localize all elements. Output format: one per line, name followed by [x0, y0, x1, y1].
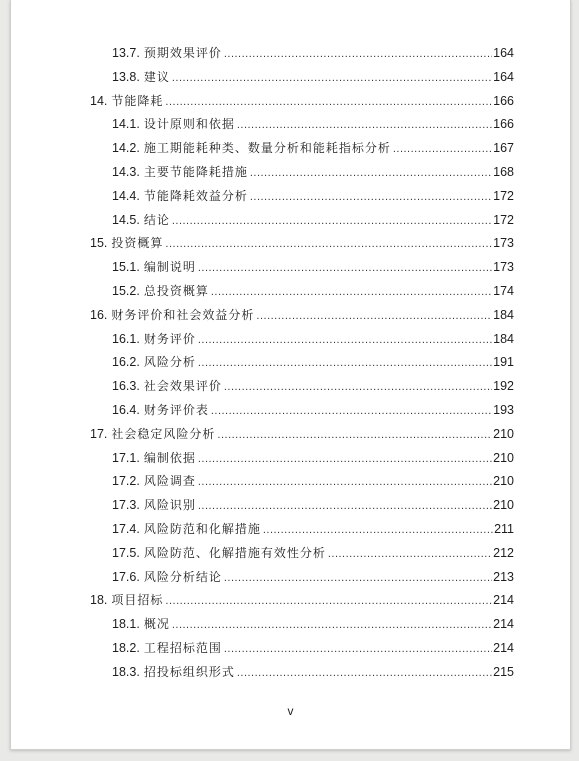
- entry-title: 预期效果评价: [143, 46, 222, 60]
- toc-section-entry[interactable]: [90, 137, 514, 161]
- toc-section-entry[interactable]: [90, 661, 514, 685]
- entry-number: 15.: [90, 236, 108, 251]
- entry-number: 14.5.: [112, 212, 140, 227]
- dot-leader: [211, 281, 492, 305]
- toc-section-entry[interactable]: [90, 542, 514, 566]
- entry-page-number: 214: [493, 593, 514, 608]
- entry-title: 风险识别: [143, 498, 196, 513]
- toc-section-entry[interactable]: [90, 113, 514, 137]
- dot-leader: [224, 43, 492, 67]
- entry-title: 风险防范、化解措施有效性分析: [143, 545, 326, 560]
- entry-page-number: 173: [493, 236, 514, 251]
- entry-title: 节能降耗: [111, 93, 164, 108]
- entry-number: 16.4.: [112, 402, 140, 417]
- entry-title: 主要节能降耗措施: [143, 164, 248, 179]
- toc-section-entry[interactable]: [90, 399, 514, 423]
- entry-page-number: 167: [493, 141, 514, 156]
- dot-leader: [224, 567, 492, 591]
- entry-number: 18.3.: [112, 664, 140, 679]
- entry-title: 社会稳定风险分析: [111, 426, 216, 441]
- entry-number: 14.: [90, 93, 108, 108]
- toc-section-entry[interactable]: [90, 256, 514, 280]
- dot-leader: [393, 138, 492, 162]
- toc-section-entry[interactable]: [90, 518, 514, 542]
- toc-section-entry[interactable]: [90, 209, 514, 233]
- entry-number: 18.1.: [112, 617, 140, 632]
- entry-title: 总投资概算: [143, 283, 209, 298]
- dot-leader: [165, 91, 492, 115]
- entry-number: 16.2.: [112, 355, 140, 370]
- entry-title: 招投标组织形式: [143, 664, 235, 679]
- toc-section-entry[interactable]: [90, 613, 514, 637]
- entry-number: 16.3.: [112, 379, 140, 394]
- entry-number: 17.2.: [112, 474, 140, 489]
- entry-title: 设计原则和依据: [143, 117, 235, 132]
- toc-section-entry[interactable]: [90, 66, 514, 90]
- toc-section-entry[interactable]: [90, 447, 514, 471]
- entry-page-number: 184: [493, 307, 514, 322]
- dot-leader: [328, 543, 492, 567]
- dot-leader: [165, 590, 492, 614]
- dot-leader: [256, 305, 492, 329]
- entry-title: 工程招标范围: [143, 640, 222, 655]
- dot-leader: [224, 376, 492, 400]
- entry-title: 建议: [143, 69, 170, 84]
- entry-number: 15.2.: [112, 283, 140, 298]
- entry-page-number: 184: [493, 331, 514, 346]
- entry-title: 结论: [143, 212, 170, 227]
- toc-chapter-entry[interactable]: [90, 589, 514, 613]
- toc-section-entry[interactable]: [90, 637, 514, 661]
- entry-page-number: 210: [493, 450, 514, 465]
- entry-number: 17.: [90, 426, 108, 441]
- dot-leader: [198, 495, 492, 519]
- dot-leader: [217, 424, 492, 448]
- toc-section-entry[interactable]: [90, 375, 514, 399]
- entry-page-number: 213: [493, 569, 514, 584]
- toc-section-entry[interactable]: [90, 185, 514, 209]
- entry-page-number: 168: [493, 164, 514, 179]
- entry-page-number: 211: [494, 521, 514, 536]
- entry-page-number: 210: [493, 474, 514, 489]
- entry-page-number: 172: [493, 188, 514, 203]
- entry-number: 17.6.: [112, 569, 140, 584]
- entry-page-number: 164: [493, 69, 514, 84]
- entry-page-number: 164: [493, 46, 514, 60]
- dot-leader: [224, 638, 492, 662]
- dot-leader: [198, 329, 492, 353]
- dot-leader: [211, 400, 492, 424]
- entry-number: 13.7.: [112, 46, 140, 60]
- entry-page-number: 212: [493, 545, 514, 560]
- entry-title: 投资概算: [111, 236, 164, 251]
- toc-chapter-entry[interactable]: [90, 90, 514, 114]
- entry-number: 18.2.: [112, 640, 140, 655]
- entry-title: 施工期能耗种类、数量分析和能耗指标分析: [143, 141, 391, 156]
- toc-section-entry[interactable]: [90, 161, 514, 185]
- entry-title: 风险分析结论: [143, 569, 222, 584]
- toc-section-entry[interactable]: [90, 494, 514, 518]
- entry-number: 14.1.: [112, 117, 140, 132]
- page-number: v: [287, 704, 294, 718]
- dot-leader: [198, 448, 492, 472]
- entry-title: 编制依据: [143, 450, 196, 465]
- entry-number: 14.3.: [112, 164, 140, 179]
- dot-leader: [198, 471, 492, 495]
- entry-number: 15.1.: [112, 260, 140, 275]
- entry-page-number: 166: [493, 117, 514, 132]
- dot-leader: [172, 614, 492, 638]
- entry-page-number: 191: [493, 355, 514, 370]
- table-of-contents: [90, 42, 514, 685]
- toc-chapter-entry[interactable]: [90, 304, 514, 328]
- toc-chapter-entry[interactable]: [90, 423, 514, 447]
- entry-title: 财务评价: [143, 331, 196, 346]
- toc-section-entry[interactable]: [90, 351, 514, 375]
- toc-section-entry[interactable]: [90, 470, 514, 494]
- entry-number: 17.5.: [112, 545, 140, 560]
- toc-section-entry[interactable]: [90, 328, 514, 352]
- entry-number: 17.1.: [112, 450, 140, 465]
- entry-number: 14.2.: [112, 141, 140, 156]
- dot-leader: [250, 186, 492, 210]
- dot-leader: [237, 114, 492, 138]
- entry-number: 13.8.: [112, 69, 140, 84]
- toc-section-entry[interactable]: [90, 280, 514, 304]
- entry-page-number: 215: [493, 664, 514, 679]
- entry-page-number: 214: [493, 617, 514, 632]
- dot-leader: [198, 257, 492, 281]
- entry-title: 风险调查: [143, 474, 196, 489]
- dot-leader: [250, 162, 492, 186]
- entry-number: 16.1.: [112, 331, 140, 346]
- entry-number: 17.3.: [112, 498, 140, 513]
- document-page: [10, 0, 571, 750]
- entry-title: 财务评价表: [143, 402, 209, 417]
- dot-leader: [198, 352, 492, 376]
- entry-number: 14.4.: [112, 188, 140, 203]
- entry-page-number: 210: [493, 498, 514, 513]
- entry-page-number: 172: [493, 212, 514, 227]
- dot-leader: [263, 519, 493, 543]
- entry-title: 风险分析: [143, 355, 196, 370]
- entry-title: 编制说明: [143, 260, 196, 275]
- dot-leader: [165, 233, 492, 257]
- entry-number: 16.: [90, 307, 108, 322]
- entry-number: 17.4.: [112, 521, 140, 536]
- entry-page-number: 210: [493, 426, 514, 441]
- entry-number: 18.: [90, 593, 108, 608]
- entry-page-number: 174: [493, 283, 514, 298]
- entry-page-number: 192: [493, 379, 514, 394]
- entry-title: 节能降耗效益分析: [143, 188, 248, 203]
- dot-leader: [172, 67, 492, 91]
- entry-page-number: 166: [493, 93, 514, 108]
- toc-section-entry[interactable]: [90, 566, 514, 590]
- entry-page-number: 173: [493, 260, 514, 275]
- dot-leader: [237, 662, 492, 686]
- entry-page-number: 214: [493, 640, 514, 655]
- entry-page-number: 193: [493, 402, 514, 417]
- toc-section-entry[interactable]: [90, 42, 514, 66]
- toc-chapter-entry[interactable]: [90, 232, 514, 256]
- entry-title: 概况: [143, 617, 170, 632]
- entry-title: 项目招标: [111, 593, 164, 608]
- dot-leader: [172, 210, 492, 234]
- entry-title: 风险防范和化解措施: [143, 521, 261, 536]
- entry-title: 社会效果评价: [143, 379, 222, 394]
- entry-title: 财务评价和社会效益分析: [111, 307, 255, 322]
